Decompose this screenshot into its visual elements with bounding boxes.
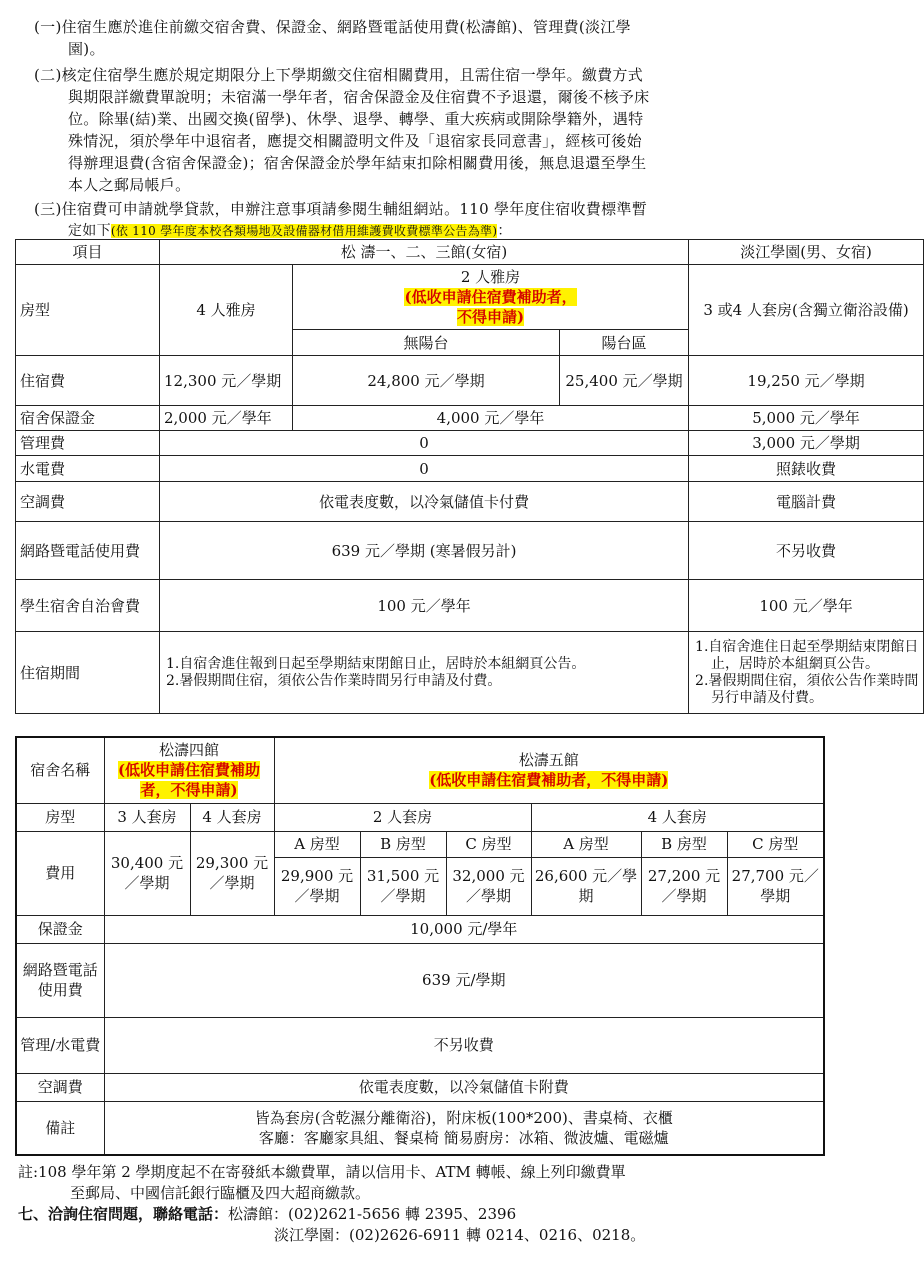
rule-3 <box>34 198 824 242</box>
rule-2-line-6: 本人之郵局帳戶。 <box>68 176 191 194</box>
st4-four: 4 人套房 <box>190 803 274 831</box>
ac-songtao: 依電表度數，以冷氣儲值卡付費 <box>160 482 689 522</box>
header-item: 項目 <box>16 240 160 265</box>
row-label-period: 住宿期間 <box>16 632 160 714</box>
ac-value-2: 依電表度數，以冷氣儲值卡附費 <box>104 1073 824 1101</box>
deposit-two: 4,000 元／學年 <box>293 406 689 431</box>
remark-line-1: 皆為套房(含乾濕分離衛浴)，附床板(100*200)、書桌椅、衣櫃 <box>254 1108 673 1127</box>
deposit-value-2: 10,000 元/學年 <box>104 915 824 943</box>
contact-tamkang: 淡江學園：(02)2626-6911 轉 0214、0216、0218。 <box>274 1226 646 1244</box>
dorm-st5-note: (低收申請住宿費補助者，不得申請) <box>429 771 669 790</box>
room-type-two-note-2: 不得申請) <box>456 308 525 326</box>
subtype-a-2: A 房型 <box>531 831 641 857</box>
fee-table-1 <box>15 239 924 714</box>
footnote-line-1: 註:108 學年第 2 學期度起不在寄發紙本繳費單，請以信用卡、ATM 轉帳、線上列印繳費單 <box>18 1163 626 1181</box>
period-tamkang-2: 2.暑假期間住宿，須依公告作業時間另行申請及付費。 <box>695 672 919 706</box>
header-tamkang: 淡江學園(男、女宿) <box>689 240 924 265</box>
st5-fee-2a: 29,900 元／學期 <box>274 857 360 915</box>
utility-songtao: 0 <box>160 456 689 482</box>
rule-1-line-1: 住宿生應於進住前繳交宿舍費、保證金、網路暨電話使用費(松濤館)、管理費(淡江學 <box>61 18 631 36</box>
rule-3-label: (三) <box>34 200 62 218</box>
room-type-two-note-1: (低收申請住宿費補助者， <box>404 288 577 306</box>
row-label-deposit-2: 保證金 <box>16 915 104 943</box>
header-songtao: 松 濤一、二、三館(女宿) <box>160 240 689 265</box>
row-label-fee: 住宿費 <box>16 356 160 406</box>
dorm-st4-title: 松濤四館 <box>159 741 220 760</box>
remark-value <box>104 1101 824 1155</box>
row-label-room-type-2: 房型 <box>16 803 104 831</box>
remark-line-2: 客廳：客廳家具組、餐桌椅 簡易廚房：冰箱、微波爐、電磁爐 <box>258 1128 669 1147</box>
period-tamkang-1: 1.自宿舍進住日起至學期結束閉館日止，居時於本組網頁公告。 <box>695 638 919 672</box>
period-songtao <box>160 632 689 714</box>
st5-fee-2b: 31,500 元／學期 <box>360 857 446 915</box>
row-label-remark: 備註 <box>16 1101 104 1155</box>
st5-fee-4b: 27,200 元／學期 <box>641 857 727 915</box>
contact <box>18 1204 818 1246</box>
subtype-b-1: B 房型 <box>360 831 446 857</box>
room-type-two <box>293 265 689 330</box>
subtype-c-1: C 房型 <box>446 831 531 857</box>
subtype-c-2: C 房型 <box>727 831 824 857</box>
st4-fee-three: 30,400 元／學期 <box>104 831 190 915</box>
fee-tamkang: 19,250 元／學期 <box>689 356 924 406</box>
rule-1-label: (一) <box>34 18 62 36</box>
st4-fee-four: 29,300 元／學期 <box>190 831 274 915</box>
row-label-dorm-name: 宿舍名稱 <box>16 737 104 803</box>
fee-table-2 <box>15 736 825 1156</box>
dorm-st5 <box>274 737 824 803</box>
row-label-network-2: 網路暨電話使用費 <box>16 943 104 1017</box>
rule-2-line-1: 核定住宿學生應於規定期限分上下學期繳交住宿相關費用，且需住宿一學年。繳費方式 <box>61 66 644 84</box>
row-label-council: 學生宿舍自治會費 <box>16 580 160 632</box>
deposit-tamkang: 5,000 元／學年 <box>689 406 924 431</box>
st4-three: 3 人套房 <box>104 803 190 831</box>
dorm-st5-title: 松濤五館 <box>518 751 579 770</box>
row-label-utility: 水電費 <box>16 456 160 482</box>
contact-title: 七、洽詢住宿問題，聯絡電話： <box>18 1205 229 1223</box>
rule-2-line-2: 與期限詳繳費單說明；未宿滿一學年者，宿舍保證金及住宿費不予退還，爾後不核予床 <box>68 88 650 106</box>
utility-tamkang: 照錶收費 <box>689 456 924 482</box>
row-label-deposit: 宿舍保證金 <box>16 406 160 431</box>
ac-tamkang: 電腦計費 <box>689 482 924 522</box>
row-label-room-type: 房型 <box>16 265 160 356</box>
rule-2 <box>34 64 824 196</box>
council-tamkang: 100 元／學年 <box>689 580 924 632</box>
subtype-a-1: A 房型 <box>274 831 360 857</box>
rule-2-line-4: 殊情況，須於學年中退宿者，應提交相關證明文件及「退宿家長同意書」，經核可後始 <box>68 132 642 150</box>
rule-3-line-1: 住宿費可申請就學貸款，申辦注意事項請參閱生輔組網站。110 學年度住宿收費標準暫 <box>61 200 648 218</box>
mgmt-value-2: 不另收費 <box>104 1017 824 1073</box>
subtype-b-2: B 房型 <box>641 831 727 857</box>
row-label-ac-2: 空調費 <box>16 1073 104 1101</box>
footnote <box>18 1162 818 1204</box>
rule-3-line-2-post: ： <box>497 223 512 239</box>
deposit-four: 2,000 元／學年 <box>160 406 293 431</box>
row-label-mgmt-2: 管理/水電費 <box>16 1017 104 1073</box>
room-type-two-title: 2 人雅房 <box>460 268 521 286</box>
room-type-balcony: 陽台區 <box>560 330 689 356</box>
room-type-tamkang: 3 或4 人套房(含獨立衛浴設備) <box>689 265 924 356</box>
room-type-no-balcony: 無陽台 <box>293 330 560 356</box>
rule-3-line-2-highlight: (依 110 學年度本校各類場地及設備器材借用維護費收費標準公告為準) <box>110 224 498 238</box>
room-type-four: 4 人雅房 <box>160 265 293 356</box>
period-tamkang <box>689 632 924 714</box>
rule-2-line-5: 得辦理退費(含宿舍保證金)；宿舍保證金於學年結束扣除相關費用後，無息退還至學生 <box>68 154 647 172</box>
row-label-fee-2: 費用 <box>16 831 104 915</box>
network-value-2: 639 元/學期 <box>104 943 824 1017</box>
fee-four: 12,300 元／學期 <box>160 356 293 406</box>
period-songtao-1: 1.自宿舍進住報到日起至學期結束閉館日止，居時於本組網頁公告。 <box>166 655 586 672</box>
rule-2-line-3: 位。除畢(結)業、出國交換(留學)、休學、退學、轉學、重大疾病或開除學籍外，遇特 <box>68 110 644 128</box>
contact-songtao: 松濤館：(02)2621-5656 轉 2395、2396 <box>228 1205 517 1223</box>
management-songtao: 0 <box>160 431 689 456</box>
fee-no-balcony: 24,800 元／學期 <box>293 356 560 406</box>
network-songtao: 639 元／學期 (寒暑假另計) <box>160 522 689 580</box>
st5-fee-4a: 26,600 元／學期 <box>531 857 641 915</box>
st5-four: 4 人套房 <box>531 803 824 831</box>
period-songtao-2: 2.暑假期間住宿，須依公告作業時間另行申請及付費。 <box>166 672 502 689</box>
row-label-network: 網路暨電話使用費 <box>16 522 160 580</box>
dorm-st4-note: (低收申請住宿費補助者，不得申請) <box>117 761 261 800</box>
council-songtao: 100 元／學年 <box>160 580 689 632</box>
footnote-line-2: 至郵局、中國信託銀行臨櫃及四大超商繳款。 <box>70 1184 371 1202</box>
rule-1 <box>34 16 814 60</box>
management-tamkang: 3,000 元／學期 <box>689 431 924 456</box>
network-tamkang: 不另收費 <box>689 522 924 580</box>
rule-3-line-2-pre: 定如下 <box>68 223 111 239</box>
row-label-ac: 空調費 <box>16 482 160 522</box>
row-label-management: 管理費 <box>16 431 160 456</box>
rule-2-label: (二) <box>34 66 62 84</box>
st5-two: 2 人套房 <box>274 803 531 831</box>
st5-fee-4c: 27,700 元／學期 <box>727 857 824 915</box>
fee-balcony: 25,400 元／學期 <box>560 356 689 406</box>
st5-fee-2c: 32,000 元／學期 <box>446 857 531 915</box>
rule-1-line-2: 園)。 <box>68 40 105 58</box>
dorm-st4 <box>104 737 274 803</box>
